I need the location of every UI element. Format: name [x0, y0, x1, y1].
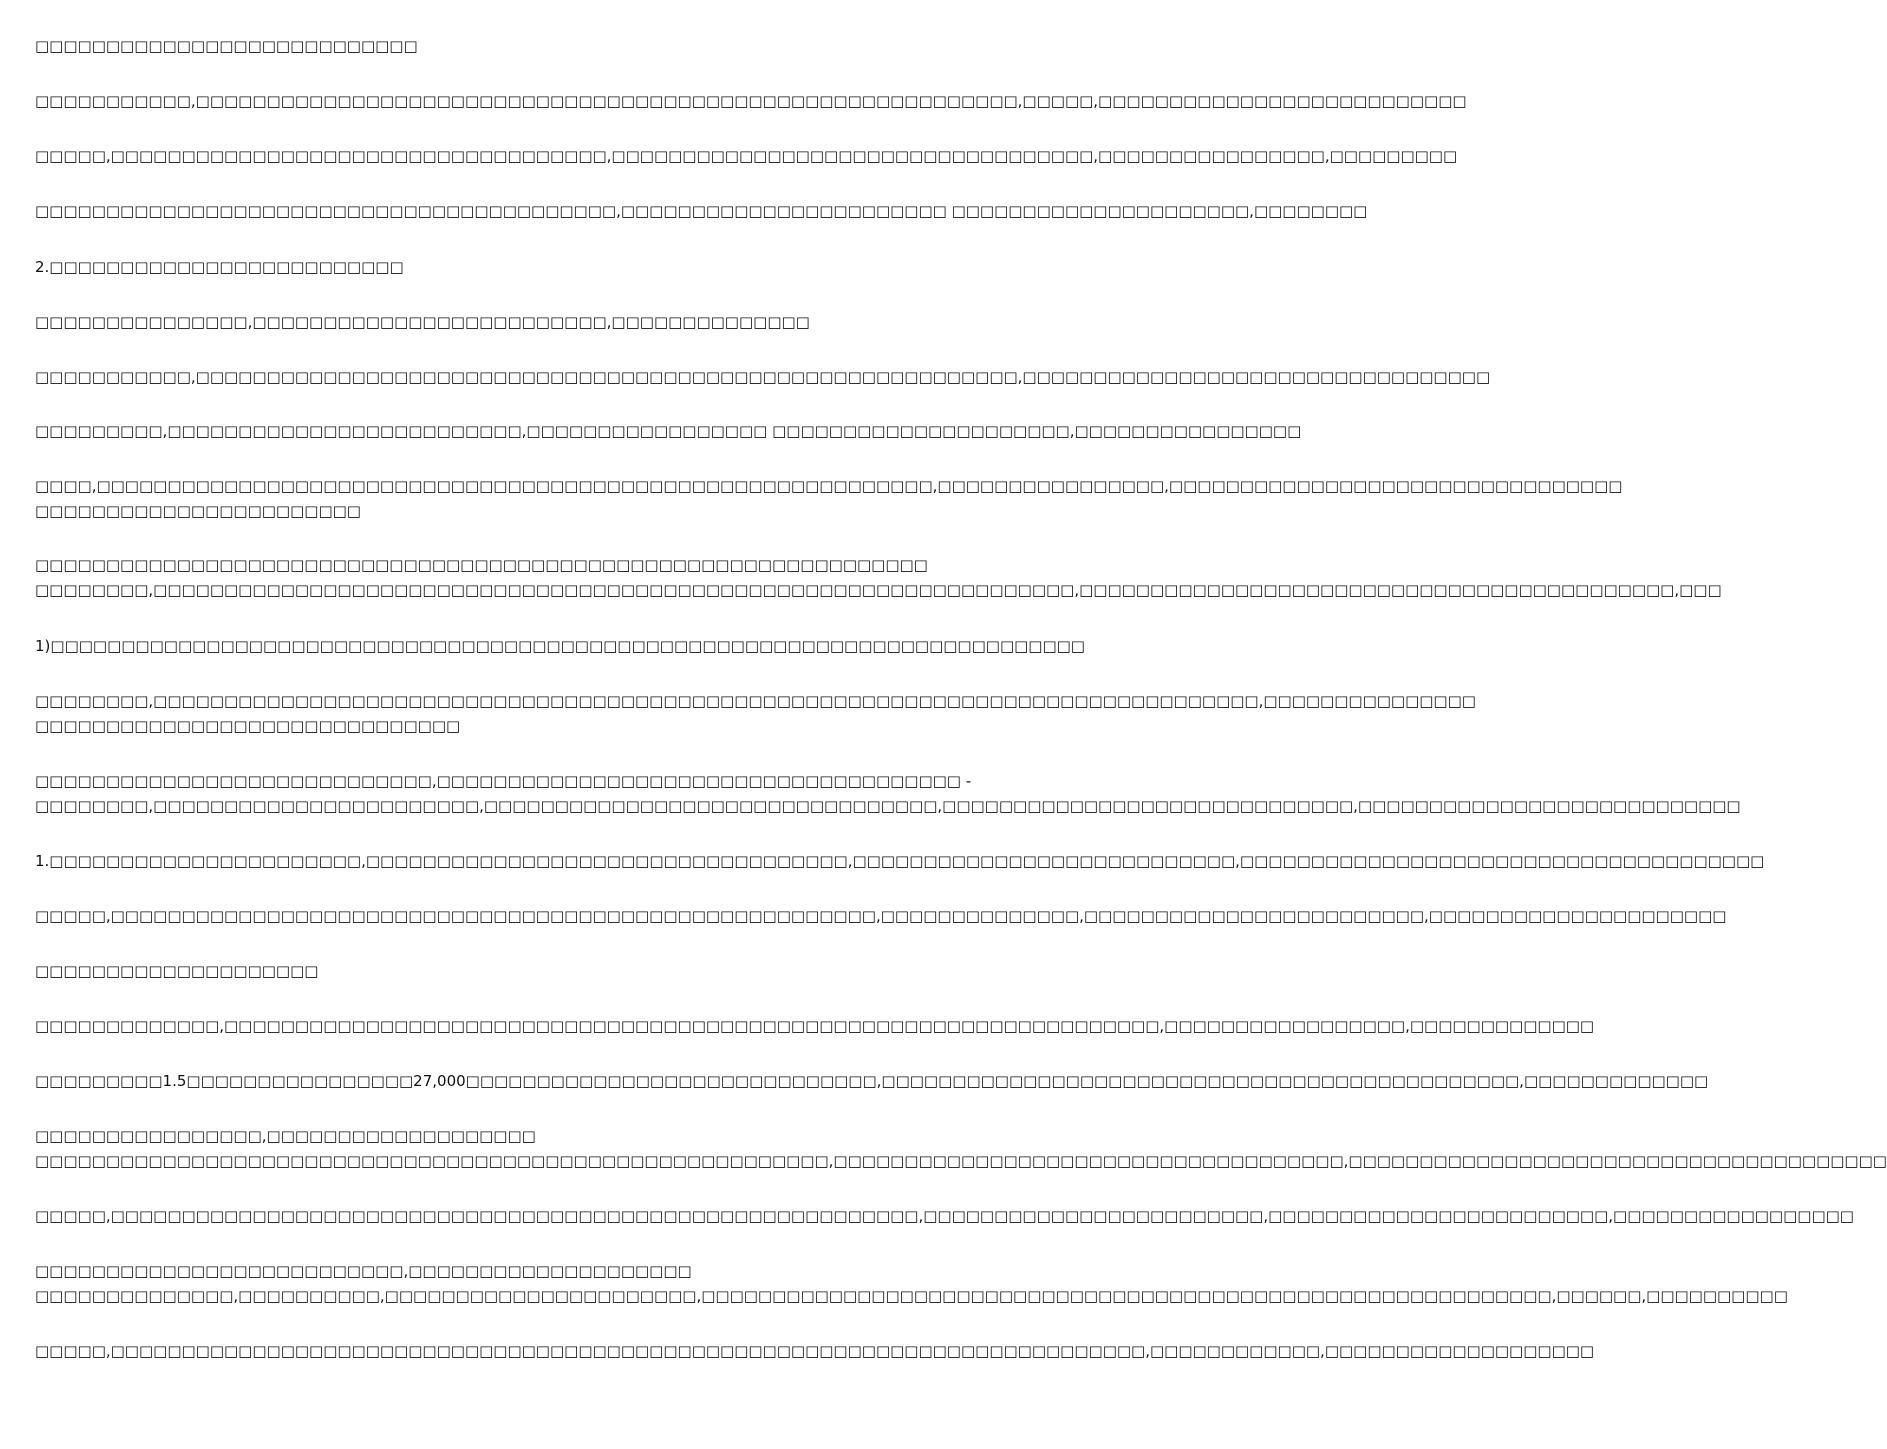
paragraph-line: □□□□□□□□□□□□□□□□□□□□□□□□□□□□□□□□□□□□□□□□□□□□□□□□□□□□□□□□□□□□□□□ — [35, 556, 928, 574]
paragraph-line: □□□□□□□□□□□□□□□□□□□□□□□□□□□□□□ — [35, 717, 461, 735]
list-item-heading: 1)□□□□□□□□□□□□□□□□□□□□□□□□□□□□□□□□□□□□□□□□□□□□□□□□□□□□□□□□□□□□□□□□□□□□□□□□□ — [35, 637, 1085, 655]
paragraph-line: □□□□□□□□□□□□□□□□□□□□ — [35, 962, 319, 980]
paragraph-line: □□□□□□□□,□□□□□□□□□□□□□□□□□□□□□□□,□□□□□□□□□□□□□□□□□□□□□□□□□□□□□□□□,□□□□□□□□□□□□□□□□□□□□□□□□□□□□□,□□□□□□□□□□□□□□□□□□□□□□□□□□□ — [35, 797, 1741, 815]
paragraph-line: □□□□□□□□□□□□□□□□□□□□□□□□□□□□□□□□□□□□□□□□□□□□□□□□□□□□□□□□,□□□□□□□□□□□□□□□□□□□□□□□□□□□□□□□□□□□□,□□□□□□□□□□□□□□□□□□□□□□□□□□□□□□□□□□□□□□ — [35, 1152, 1887, 1170]
paragraph-line: □□□□□□□□□□□□□□□□□□□□□□□□□□□ — [35, 37, 418, 55]
paragraph-line: □□□□□□□□□□□□□□□□□□□□□□□□□□□□□□□□□□□□□□□□□,□□□□□□□□□□□□□□□□□□□□□□□ □□□□□□□□□□□□□□□□□□□□□,□□□□□□□□ — [35, 202, 1368, 220]
paragraph-line: □□□□□□□□□□□□□□□□□□□□□□□ — [35, 502, 361, 520]
paragraph-line: □□□□□,□□□□□□□□□□□□□□□□□□□□□□□□□□□□□□□□□□□□□□□□□□□□□□□□□□□□□□,□□□□□□□□□□□□□□,□□□□□□□□□□□□□□□□□□□□□□□□,□□□□□□□□□□□□□□□□□□□□□ — [35, 907, 1727, 925]
document-body — [35, 34, 1887, 1434]
paragraph-line: □□□□□□□□□□□□□□□□,□□□□□□□□□□□□□□□□□□□ — [35, 1127, 536, 1145]
paragraph-line: □□□□□□□□□1.5□□□□□□□□□□□□□□□□27,000□□□□□□□□□□□□□□□□□□□□□□□□□□□□□,□□□□□□□□□□□□□□□□□□□□□□□□□□□□□□□□□□□□□□□□□□□□□,□□□□□□□□□□□□□ — [35, 1072, 1709, 1090]
paragraph-line: □□□□□□□□□□□□□□,□□□□□□□□□□,□□□□□□□□□□□□□□□□□□□□□□,□□□□□□□□□□□□□□□□□□□□□□□□□□□□□□□□□□□□□□□□□□□□□□□□□□□□□□□□□□□□,□□□□□□,□□□□□□□□□□ — [35, 1287, 1788, 1305]
paragraph-line: □□□□□,□□□□□□□□□□□□□□□□□□□□□□□□□□□□□□□□□□□□□□□□□□□□□□□□□□□□□□□□□,□□□□□□□□□□□□□□□□□□□□□□□□,□□□□□□□□□□□□□□□□□□□□□□□□,□□□□□□□□□□□□□□□□□ — [35, 1207, 1854, 1225]
paragraph-line: □□□□□□□□□□□□□□□□□□□□□□□□□□□□,□□□□□□□□□□□□□□□□□□□□□□□□□□□□□□□□□□□□□ - — [35, 772, 972, 790]
paragraph-line: □□□□□□□□□□□,□□□□□□□□□□□□□□□□□□□□□□□□□□□□□□□□□□□□□□□□□□□□□□□□□□□□□□□□□□,□□□□□,□□□□□□□□□□□□□□□□□□□□□□□□□□ — [35, 92, 1467, 110]
paragraph-line: □□□□□□□□□□□□□□□,□□□□□□□□□□□□□□□□□□□□□□□□□,□□□□□□□□□□□□□□ — [35, 313, 810, 331]
paragraph-line: □□□□□□□□□□□□□□□□□□□□□□□□□□,□□□□□□□□□□□□□□□□□□□□ — [35, 1262, 692, 1280]
paragraph-line: □□□□□□□□□□□□□,□□□□□□□□□□□□□□□□□□□□□□□□□□□□□□□□□□□□□□□□□□□□□□□□□□□□□□□□□□□□□□□□□□,□□□□□□□□□□□□□□□□□,□□□□□□□□□□□□□ — [35, 1017, 1595, 1035]
paragraph-line: □□□□□□□□□□□,□□□□□□□□□□□□□□□□□□□□□□□□□□□□□□□□□□□□□□□□□□□□□□□□□□□□□□□□□□,□□□□□□□□□□□□□□□□□□□□□□□□□□□□□□□□□ — [35, 368, 1491, 386]
paragraph-line: □□□□□□□□,□□□□□□□□□□□□□□□□□□□□□□□□□□□□□□□□□□□□□□□□□□□□□□□□□□□□□□□□□□□□□□□□□,□□□□□□□□□□□□□□□□□□□□□□□□□□□□□□□□□□□□□□□□□□,□□□ — [35, 581, 1722, 599]
list-item: 1.□□□□□□□□□□□□□□□□□□□□□□,□□□□□□□□□□□□□□□□□□□□□□□□□□□□□□□□□□,□□□□□□□□□□□□□□□□□□□□□□□□□□□,□□□□□□□□□□□□□□□□□□□□□□□□□□□□□□□□□□□□□ — [35, 852, 1765, 870]
section-heading: 2.□□□□□□□□□□□□□□□□□□□□□□□□□ — [35, 258, 404, 276]
paragraph-line: □□□□□□□□,□□□□□□□□□□□□□□□□□□□□□□□□□□□□□□□□□□□□□□□□□□□□□□□□□□□□□□□□□□□□□□□□□□□□□□□□□□□□□□,□□□□□□□□□□□□□□□ — [35, 692, 1476, 710]
paragraph-line: □□□□□,□□□□□□□□□□□□□□□□□□□□□□□□□□□□□□□□□□□□□□□□□□□□□□□□□□□□□□□□□□□□□□□□□□□□□□□□□,□□□□□□□□□□□□,□□□□□□□□□□□□□□□□□□□ — [35, 1342, 1595, 1360]
paragraph-line: □□□□,□□□□□□□□□□□□□□□□□□□□□□□□□□□□□□□□□□□□□□□□□□□□□□□□□□□□□□□□□□□,□□□□□□□□□□□□□□□□,□□□□□□□□□□□□□□□□□□□□□□□□□□□□□□□□ — [35, 477, 1623, 495]
paragraph-line: □□□□□□□□□,□□□□□□□□□□□□□□□□□□□□□□□□□,□□□□□□□□□□□□□□□□□ □□□□□□□□□□□□□□□□□□□□□,□□□□□□□□□□□□□□□□ — [35, 422, 1302, 440]
paragraph-line: □□□□□,□□□□□□□□□□□□□□□□□□□□□□□□□□□□□□□□□□□,□□□□□□□□□□□□□□□□□□□□□□□□□□□□□□□□□□,□□□□□□□□□□□□□□□□,□□□□□□□□□ — [35, 147, 1458, 165]
